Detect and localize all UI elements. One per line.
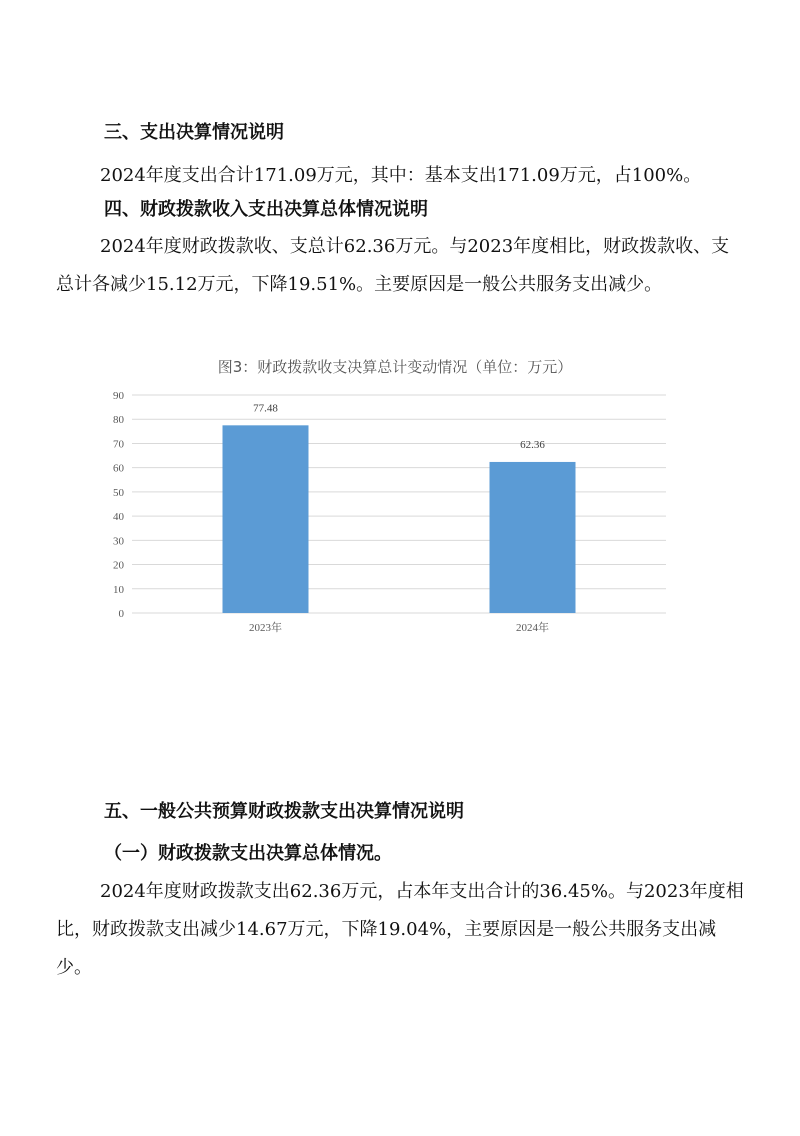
x-tick-label: 2024年 [516, 622, 549, 634]
y-tick-label: 10 [113, 583, 124, 596]
section3-text: 2024年度支出合计171.09万元，其中：基本支出171.09万元，占100%。 [100, 165, 702, 186]
section3-heading: 三、支出决算情况说明 [104, 122, 284, 143]
x-tick-label: 2023年 [249, 622, 282, 634]
data-label: 62.36 [520, 438, 545, 451]
data-label: 77.48 [253, 402, 278, 415]
bar-chart [100, 350, 680, 650]
y-tick-label: 80 [113, 414, 124, 427]
y-tick-label: 20 [113, 559, 124, 572]
y-tick-label: 0 [118, 608, 124, 620]
y-tick-label: 70 [113, 438, 124, 451]
section4-text: 2024年度财政拨款收、支总计62.36万元。与2023年度相比，财政拨款收、支总计各减少15.12万元，下降19.51%。主要原因是一般公共服务支出减少。 [56, 236, 730, 295]
y-tick-label: 60 [113, 462, 124, 475]
chart-title: 图3：财政拨款收支决算总计变动情况（单位：万元） [217, 358, 573, 376]
section5-subheading: （一）财政拨款支出决算总体情况。 [104, 843, 392, 864]
section5-heading: 五、一般公共预算财政拨款支出决算情况说明 [104, 801, 464, 822]
section4-heading: 四、财政拨款收入支出决算总体情况说明 [104, 199, 428, 220]
section5-text: 2024年度财政拨款支出62.36万元，占本年支出合计的36.45%。与2023年度相比，财政拨款支出减少14.67万元，下降19.04%，主要原因是一般公共服务支出减少。 [56, 881, 744, 978]
y-tick-label: 40 [113, 511, 124, 524]
y-tick-label: 30 [113, 535, 124, 548]
bar [223, 425, 309, 613]
y-tick-label: 50 [113, 486, 124, 499]
y-tick-label: 90 [113, 390, 124, 402]
bar [490, 462, 576, 613]
chart-svg [100, 350, 680, 650]
